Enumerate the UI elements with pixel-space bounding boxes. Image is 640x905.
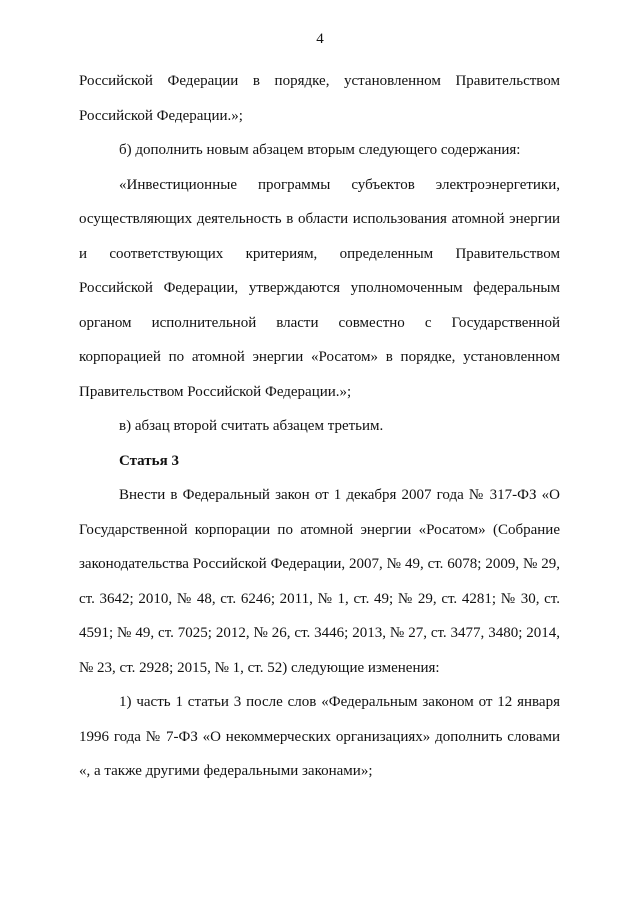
article-heading: Статья 3 <box>119 452 179 469</box>
paragraph-continuation: Российской Федерации в порядке, установленном Правительством Российской Федерации.»; <box>79 73 560 124</box>
paragraph-article-intro: Внести в Федеральный закон от 1 декабря 2007 года № 317-ФЗ «О Государственной корпорации по атомной энергии «Росатом» (Собрание законодательства Российской Федерации, 2007, № 49, ст. 6078; 2009, № 29, ст. 3642; 2010, № 48, ст. 6246; 2011, № 1, ст. 49; № 29, ст. 4281; № 30, ст. 4591; № 49, ст. 7025; 2012, № 26, ст. 3446; 2013, № 27, ст. 3477, 3480; 2014, № 23, ст. 2928; 2015, № 1, ст. 52) следующие изменения: <box>79 487 560 676</box>
document-body <box>79 64 560 789</box>
paragraph-item-1: 1) часть 1 статьи 3 после слов «Федеральным законом от 12 января 1996 года № 7-ФЗ «О некоммерческих организациях» дополнить словами «, а также другими федеральными законами»; <box>79 694 560 779</box>
paragraph-amendment-b: б) дополнить новым абзацем вторым следующего содержания: <box>119 142 521 158</box>
page-number: 4 <box>316 31 324 47</box>
paragraph-amendment-v: в) абзац второй считать абзацем третьим. <box>119 418 384 434</box>
paragraph-investment-programs: «Инвестиционные программы субъектов электроэнергетики, осуществляющих деятельность в области использования атомной энергии и соответствующих критериям, определенным Правительством Российской Федерации, утверждаются уполномоченным федеральным органом исполнительной власти совместно с Государственной корпорацией по атомной энергии «Росатом» в порядке, установленном Правительством Российской Федерации.»; <box>79 176 560 400</box>
